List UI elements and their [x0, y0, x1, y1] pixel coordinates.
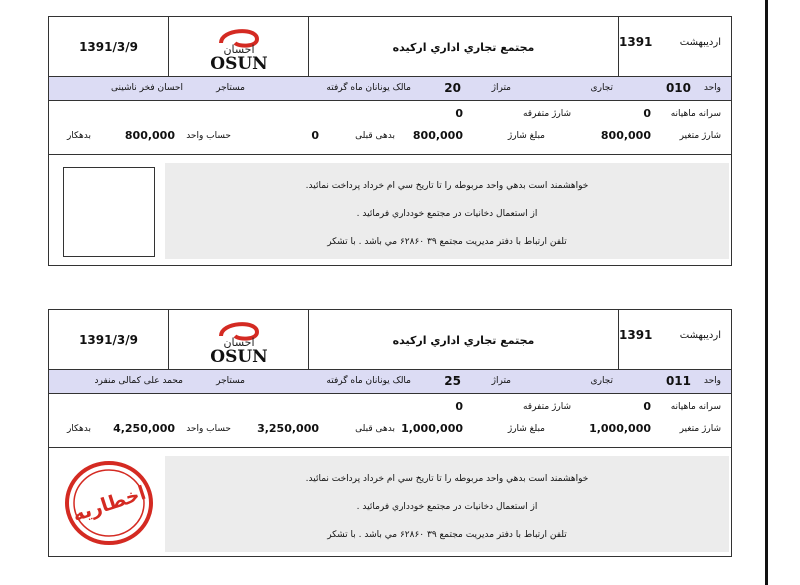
warning-stamp-icon	[63, 458, 155, 548]
charge-invoice-011	[48, 309, 732, 557]
logo-text: OSUN	[210, 347, 268, 364]
prev-debt-value: 3,250,000	[257, 422, 319, 435]
unit-number: 011	[665, 374, 691, 388]
account-status: بدهکار	[66, 131, 91, 141]
account-status: بدهکار	[66, 424, 91, 434]
area-value: 20	[444, 81, 461, 95]
charge-amount-value: 800,000	[412, 129, 463, 142]
complex-title: مجتمع تجاري اداري اركيده	[309, 17, 619, 77]
notice-panel	[165, 456, 729, 552]
area-label: متراژ	[491, 83, 511, 93]
invoice-month: ارديبهشت	[679, 330, 721, 341]
unit-usage: تجاری	[590, 376, 613, 386]
notice-line-smoking: از استعمال دخانيات در مجتمع خودداري فرمائيد .	[356, 502, 538, 512]
notice-line-contact: تلفن ارتباط با دفتر مديريت مجتمع ۳۹ ۶۲۸۶۰ مي باشد . با تشكر	[327, 530, 567, 540]
owner-label: مالک یونانان ماه گرفته	[326, 376, 411, 386]
variable-charge-label: شارژ متغیر	[679, 131, 721, 141]
misc-charge-value: 0	[455, 107, 463, 120]
unit-account-label: حساب واحد	[186, 424, 231, 434]
unit-usage: تجاری	[590, 83, 613, 93]
misc-charge-label: شارژ متفرقه	[522, 109, 571, 119]
invoice-year: 1391	[619, 35, 653, 49]
notice-line-payment: خواهشمند است بدهي واحد مربوطه را تا تاريخ سي ام خرداد پرداخت نمائيد.	[305, 474, 589, 484]
tenant-label: مستاجر	[216, 376, 245, 386]
notice-panel	[165, 163, 729, 259]
charge-amounts	[49, 394, 731, 448]
invoice-date: 1391/3/9	[49, 310, 169, 370]
warning-stamp	[63, 458, 155, 548]
charge-amount-label: مبلغ شارژ	[507, 131, 545, 141]
unit-info-bar	[49, 370, 731, 394]
monthly-charge-value: 0	[643, 107, 651, 120]
prev-debt-value: 0	[311, 129, 319, 142]
invoice-date: 1391/3/9	[49, 17, 169, 77]
stamp-box	[63, 167, 155, 257]
unit-account-value: 800,000	[124, 129, 175, 142]
osun-logo-icon	[199, 316, 279, 364]
notice-line-contact: تلفن ارتباط با دفتر مديريت مجتمع ۳۹ ۶۲۸۶۰ مي باشد . با تشكر	[327, 237, 567, 247]
variable-charge-value: 1,000,000	[589, 422, 651, 435]
prev-debt-label: بدهی قبلی	[355, 424, 395, 434]
notice-line-smoking: از استعمال دخانيات در مجتمع خودداري فرمائيد .	[356, 209, 538, 219]
invoice-year: 1391	[619, 328, 653, 342]
charge-amounts	[49, 101, 731, 155]
area-label: متراژ	[491, 376, 511, 386]
logo-script: احسان	[223, 336, 255, 349]
unit-label: واحد	[703, 376, 721, 386]
osun-logo-icon	[199, 23, 279, 71]
invoice-header	[49, 310, 731, 370]
stamp-text: اخطاریه	[70, 481, 149, 527]
area-value: 25	[444, 374, 461, 388]
notice-line-payment: خواهشمند است بدهي واحد مربوطه را تا تاريخ سي ام خرداد پرداخت نمائيد.	[305, 181, 589, 191]
variable-charge-value: 800,000	[600, 129, 651, 142]
page-margin-line	[765, 0, 768, 585]
charge-amount-label: مبلغ شارژ	[507, 424, 545, 434]
complex-title: مجتمع تجاري اداري اركيده	[309, 310, 619, 370]
monthly-charge-label: سرانه ماهیانه	[670, 109, 721, 119]
variable-charge-label: شارژ متغیر	[679, 424, 721, 434]
misc-charge-value: 0	[455, 400, 463, 413]
monthly-charge-value: 0	[643, 400, 651, 413]
logo-script: احسان	[223, 43, 255, 56]
charge-invoice-010	[48, 16, 732, 266]
prev-debt-label: بدهی قبلی	[355, 131, 395, 141]
tenant-label: مستاجر	[216, 83, 245, 93]
logo-text: OSUN	[210, 54, 268, 71]
company-logo	[169, 17, 309, 77]
tenant-name: احسان فخر ناشینی	[111, 83, 183, 93]
invoice-header	[49, 17, 731, 77]
owner-label: مالک یونانان ماه گرفته	[326, 83, 411, 93]
company-logo	[169, 310, 309, 370]
monthly-charge-label: سرانه ماهیانه	[670, 402, 721, 412]
charge-amount-value: 1,000,000	[401, 422, 463, 435]
misc-charge-label: شارژ متفرقه	[522, 402, 571, 412]
unit-info-bar	[49, 77, 731, 101]
unit-number: 010	[665, 81, 691, 95]
unit-account-label: حساب واحد	[186, 131, 231, 141]
tenant-name: محمد علی کمالی منفرد	[94, 376, 183, 386]
unit-label: واحد	[703, 83, 721, 93]
unit-account-value: 4,250,000	[113, 422, 175, 435]
invoice-month: ارديبهشت	[679, 37, 721, 48]
